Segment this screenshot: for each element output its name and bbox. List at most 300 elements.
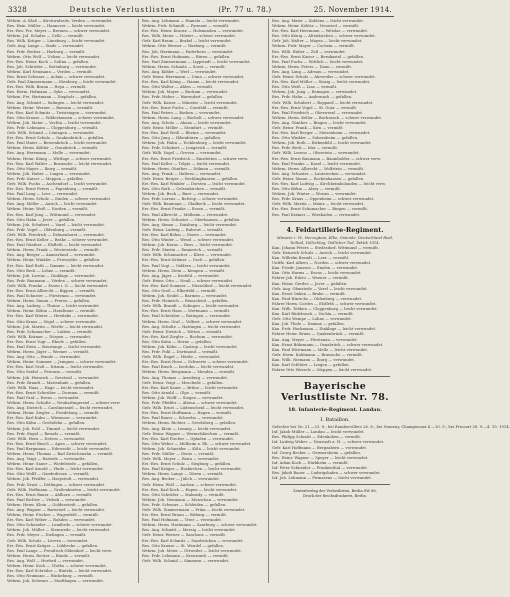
casualty-entry: Gefr. Wilh. Brandt — Solingen — leicht verwundet.	[142, 304, 240, 309]
casualty-entry: Ers.-Res. Karl Jung — Wittmund — verwundet.	[7, 212, 97, 217]
casualty-entry: Wehrm. Joh. Roth — Birkenfeld — leicht verwundet.	[272, 141, 372, 146]
casualty-entry: Wehrm. Joh. Heinrich — Greetsiel — verwundet.	[7, 375, 100, 380]
casualty-entry: Kan. Frdr. Hackmann — Dinklage — leicht verwundet.	[272, 327, 377, 332]
casualty-entry: Wehrm. Joh. Schwarz — Stadthagen — verwundet.	[7, 579, 105, 584]
casualty-entry: Ers.-Res. Karl Koch — Eupen — leicht verwundet.	[142, 487, 238, 492]
casualty-entry: Res. Frdr. Martin — Emmerich — vermißt.	[142, 248, 224, 253]
casualty-entry: Ers.-Res. Heinr. Koch — Soltau — gefallen.	[7, 59, 90, 64]
casualty-entry: Gefr. Heinr. Scholz — Ahrweiler — schwer verwundet.	[272, 75, 376, 80]
casualty-entry: Ers.-Res. Karl Schröder — Rinteln — leicht verwundet.	[7, 569, 113, 574]
casualty-entry: Inf. Jakob Müller — Landau — leicht verwundet.	[272, 430, 365, 435]
casualty-entry: Wehrm. Joh. Seidel — Barmen — verwundet.	[142, 294, 228, 299]
casualty-entry: Ers.-Res. Karl Sommer — Düsseldorf — leicht verwundet.	[142, 283, 253, 288]
casualty-entry: Res. Frdr. Lehmann — Kreuznach — vermißt.	[142, 553, 229, 558]
casualty-entry: Ers.-Res. Karl Schmitz — Saarbrücken — verwundet.	[142, 538, 244, 543]
casualty-entry: Ers.-Res. Ernst Fuchs — Coesfeld — vermißt.	[142, 105, 229, 110]
casualty-entry: Ers.-Res. Ernst Horn — Schwerte — schwer verwundet.	[142, 360, 249, 365]
casualty-entry: Res. Frdr. Lehmann — Cloppenburg — vermißt.	[7, 125, 99, 130]
casualty-entry: Res. Frdr. Becker — Harburg — vermißt.	[7, 49, 86, 54]
casualty-entry: Wehrm. Joh. Kraus — Rees — leicht verwundet.	[142, 243, 234, 248]
casualty-entry: Res. Paul Zimmermann — Lippstadt — leicht verwundet.	[142, 59, 251, 64]
casualty-entry: Gefr. Paul Zimmermann — Nienburg — leicht verwundet.	[7, 80, 117, 85]
casualty-entry: Ers.-Res. Ernst Vogt — Rhede — gefallen.	[7, 339, 87, 344]
column-right	[268, 19, 510, 583]
casualty-entry: Gefr. Aug. Lange — Stade — verwundet.	[7, 44, 85, 49]
casualty-entry: Kan. Heinr. Gerdes — Jever — gefallen.	[272, 281, 348, 286]
imprint-divider	[280, 484, 390, 485]
casualty-entry: Res. Aug. Becker — Jülich — verwundet.	[142, 477, 220, 482]
casualty-entry: Ers.-Res. Wilh. Braun — Hoya — vermißt.	[7, 85, 87, 90]
casualty-entry: Ers.-Res. Karl Möller — Sinzig — leicht verwundet.	[272, 80, 371, 85]
column-left	[7, 19, 131, 583]
casualty-entry: Res. Paul Günther — Elsfleth — leicht verwundet.	[7, 243, 103, 248]
casualty-entry: Res. Paul Vogt — Geldern — leicht verwundet.	[142, 263, 231, 268]
section-divider	[280, 376, 390, 377]
casualty-entry: Kan. Wilh. Tebben — Cloppenburg — leicht verwundet.	[272, 306, 378, 311]
casualty-entry: Wehrm. Joh. Winter — Worms — verwundet.	[272, 192, 357, 197]
casualty-entry: Ers.-Res. Karl Weber — Rahden — verwundet.	[7, 518, 96, 523]
casualty-entry: Wehrm. Joh. Kühn — Castrop — leicht verwundet.	[142, 345, 238, 349]
casualty-entry: Gefr. Joh. Walter — Mayen — leicht verwundet.	[272, 39, 363, 44]
casualty-entry: Ers.-Res. Ernst Baumann — Baumholder — schwer verw.	[272, 156, 382, 161]
casualty-entry: Gefr. Wilh. Lorenz — Oberstein — verwundet.	[272, 151, 360, 156]
casualty-entry: Wehrm. Herm. Köhler — Osnabrück — vermißt.	[7, 146, 99, 151]
casualty-entry: Res. Otto Weber — Mülheim a. Rh. — schwer verwundet.	[142, 441, 252, 446]
casualty-entry: Gefr. Heinrich Schulz — Aurich — leicht verwundet.	[272, 250, 372, 255]
casualty-entry: Res. Otto Arnold — Olpe — vermißt.	[142, 390, 212, 395]
casualty-entry: Res. Otto Winter — Wesel — schwer verwundet.	[142, 238, 235, 243]
casualty-entry: Wehrm. Herm. Schuster — Oberhausen — gefallen.	[142, 217, 241, 222]
issue-date: 25. November 1914.	[313, 6, 392, 14]
casualty-entry: Wehrm. Joh. Pfeiffer — Harpstedt — verwundet.	[7, 477, 100, 482]
casualty-entry: Gefr. Wilh. Zimmermann — Prüm — leicht verwundet.	[142, 508, 246, 512]
casualty-entry: Res. Aug. Herrmann — Melle — verwundet.	[7, 151, 91, 156]
casualty-entry: Res. Aug. Frank — Haltern — verwundet.	[142, 171, 222, 176]
casualty-entry: Kan. Karl Schlüter — Lingen — gefallen.	[272, 363, 350, 367]
casualty-entry: Res. Frdr. Vogel — Oldenburg — vermißt.	[7, 227, 87, 232]
casualty-entry: Res. Wilh. Krüger — Lüneburg — leicht verwundet.	[7, 39, 106, 44]
casualty-entry: Ers.-Res. Karl Sauer — Brilon — leicht verwundet.	[142, 385, 239, 390]
casualty-entry: Res. Frdr. Heinrich — Remscheid — gefallen.	[142, 299, 229, 304]
casualty-entry: Gefr. Wilh. Vogel — Greven — verwundet.	[142, 151, 222, 156]
casualty-entry: Ers.-Res. Ernst Bauer — Ahlhorn — vermißt.	[7, 492, 93, 497]
casualty-entry: Res. Aug. Voigt — Rastede — verwundet.	[7, 457, 86, 462]
casualty-entry: Gefr. Otto Wempe — Lohne — verwundet.	[272, 317, 352, 322]
casualty-entry: Kan. Ernst Onken — Brake — vermißt.	[272, 291, 346, 296]
casualty-entry: Res. Otto Jung — Ibbenbüren — gefallen.	[142, 136, 222, 141]
casualty-entry: Res. Ernst Schwarz — Achim — schwer verwundet.	[7, 75, 106, 80]
casualty-entry: Res. Aug. Scholz — Ahaus — leicht verwundet.	[142, 120, 232, 125]
casualty-entry: Gefr. Heinr. Dietrich — Witten — vermißt.	[142, 329, 223, 334]
casualty-entry: Wehrm. Joh. Jung — Remagen — verwundet.	[272, 90, 358, 95]
casualty-entry: Kan. Wilhelm Brandt — Leer — vermißt.	[272, 256, 350, 261]
casualty-entry: Res. Frdr. Baumann — Vörden — schwer verwundet.	[7, 278, 108, 283]
casualty-entry: Wehrm. Joh. Martin — Werlte — leicht verwundet.	[7, 324, 104, 329]
casualty-entry: Res. Aug. Thomas — Arnsberg — verwundet.	[142, 375, 229, 380]
page-number: 3328	[8, 6, 28, 14]
casualty-entry: Res. Paul Fuchs — Wittlich — leicht verwundet.	[272, 59, 364, 64]
casualty-entry: Res. Wilh. Huber — Zell — verwundet.	[272, 49, 346, 54]
casualty-entry: Wehrm. Herm. Schmitz — Soest — vermißt.	[142, 64, 226, 69]
casualty-entry: Gefr. Wilh. Krämer — Dörpen — verwundet.	[7, 334, 92, 339]
casualty-entry: Res. Frdr. Kaiser — Meppen — gefallen.	[7, 176, 84, 181]
casualty-entry: Wehrm. Heinr. Fischer — Wagenfeld — vermißt.	[7, 513, 100, 518]
casualty-entry: Wehrm. Joh. Huber — Lingen — verwundet.	[7, 171, 92, 176]
casualty-entry: Res. Paul Keller — Telgte — leicht verwundet.	[142, 161, 231, 166]
casualty-entry: Res. Frdr. Schumacher — Lathen — vermißt.	[7, 329, 93, 334]
casualty-entry: Wehrm. A. Klaß — Kirchwalsede, Verden — verwundet.	[7, 19, 113, 23]
casualty-entry: Res. Otto Beck — Lohne — vermißt.	[7, 268, 76, 273]
casualty-entry: Res. Otto Krause — St. Wendel — gefallen.	[142, 543, 225, 548]
casualty-entry: Res. Aug. Wolf — Herford — verwundet.	[7, 558, 85, 563]
casualty-entry: Ers.-Res. Ernst Keller — Brake — schwer verwundet.	[7, 238, 109, 243]
casualty-entry: Gefr. Heinr. Werner — Saarlouis — vermißt.	[142, 533, 227, 538]
casualty-entry: Res. Aug. Möller — Aurich — leicht verwundet.	[7, 202, 98, 207]
casualty-entry: Wehrm. Herm. Simon — Freren — gefallen.	[7, 299, 91, 304]
casualty-entry: Res. Hein. Müller — Hannover — leicht verwundet.	[7, 24, 106, 29]
casualty-entry: Ers.-Res. Ernst Busch — Apen — schwer verwundet.	[7, 441, 108, 446]
casualty-entry: Res. Wilh. Meier — Höxter — schwer verwundet.	[142, 34, 237, 39]
casualty-entry: Ers.-Res. Karl Roth — Damme — leicht verwundet.	[7, 263, 105, 268]
casualty-entry: Ers.-Res. Ernst Haas — Mettmann — vermißt.	[142, 309, 231, 314]
casualty-entry: Wehrm. Frdr. Mayer — Cochem — vermißt.	[272, 44, 355, 49]
casualty-entry: Ers.-Res. Ernst Franke — Essen — vermißt.	[142, 207, 226, 212]
casualty-entry: Res. Aug. Köhler — Werl — verwundet.	[142, 69, 217, 74]
casualty-entry: Inf. Joh. Lehmann — Pirmasens — leicht verwundet.	[272, 476, 373, 481]
imprint-line-2: Druck der Reichsdruckerei, Berlin.	[303, 494, 367, 499]
casualty-entry: Ers.-Res. Karl König — Hamm — leicht verwundet.	[142, 80, 240, 85]
casualty-entry: Gefr. Wilh. Horn — Detern — verwundet.	[7, 436, 86, 441]
casualty-entry: Gefr. Wilh. Schumacher — Kleve — verwundet.	[142, 253, 233, 258]
casualty-entry: Wehrm. Heinr. Ziegler — Friedeburg — vermißt.	[7, 411, 100, 416]
casualty-entry: Gefr. Wilh. Kaiser — Münster — leicht verwundet.	[142, 100, 239, 105]
imprint	[272, 489, 398, 499]
casualty-entry: Res. Otto Roth — Gelsenkirchen — vermißt.	[142, 187, 227, 192]
casualty-entry: Ers.-Res. Ernst Friedrich — Emsdetten — schwer verw.	[142, 156, 249, 161]
casualty-entry: Ers.-Res. Karl Kuhn — Wiesmoor — verwundet.	[7, 416, 98, 421]
casualty-entry: Gefr. Karl Hoffmann — Bergzabern — verwundet.	[272, 445, 368, 450]
casualty-entry: Ers.-Res. Karl Ludwig — Kirchheimbolanden — leicht verw.	[272, 182, 386, 186]
casualty-entry: Ers.-Res. Ernst Schulz — Quakenbrück — gefallen.	[7, 136, 105, 141]
casualty-entry: Res. Paul Bauer — Schwelm — verwundet.	[142, 416, 224, 421]
casualty-entry: Wehrm. Herm. Keller — Bacharach — schwer verwundet.	[272, 115, 383, 120]
casualty-entry: Ers.-Res. Ernst Albrecht — Bippen — vermißt.	[7, 288, 96, 293]
casualty-entry: Res. Otto Winkler — Sobernheim — gefallen.	[272, 136, 359, 141]
casualty-entry: Wehrm. Joh. Pohl — Timmel — leicht verwundet.	[7, 426, 101, 431]
casualty-entry: Gefr. Wilh. Schmid — Löningen — verwundet.	[7, 131, 95, 136]
casualty-entry: Wehrm. Herm. Thomas — Bad Zwischenahn — vermißt.	[7, 451, 114, 456]
casualty-entry: Res. Paul Lange — Preußisch Oldendorf — leicht verw.	[7, 548, 112, 553]
casualty-entry: Wehrm. Heinr. Koch — Vlotho — schwer verwundet.	[7, 564, 107, 569]
casualty-entry: Res. Otto Groß — Elberfeld — vermißt.	[142, 288, 217, 293]
casualty-entry: Gefr. Heinr. Voigt — Meschede — gefallen.	[142, 380, 224, 385]
casualty-entry: Wehrm. Joh. Meier — Ottweiler — leicht verwundet.	[142, 548, 243, 553]
casualty-entry: Ers.-Res. Karl Winkler — Dorsten — leicht verwundet.	[142, 182, 246, 186]
casualty-entry: Wehrm. Herm. Peters — Daun — vermißt.	[272, 64, 353, 69]
casualty-entry: Res. Frdr. Engel — Remels — vermißt.	[7, 431, 81, 436]
casualty-entry: Wehrm. Jul. Schulze — Celle — vermißt.	[7, 34, 85, 39]
casualty-entry: Res. Frdr. Schubert — Lengerich — vermißt.	[142, 146, 228, 151]
casualty-entry: Kan. Otto Harms — Esens — leicht verwundet.	[272, 271, 362, 276]
casualty-entry: Wehrm. Herm. Lang — Bocholt — schwer verwundet.	[142, 115, 245, 120]
casualty-entry: Res. Herm. Hofmann — Syke — verwundet.	[7, 90, 91, 95]
casualty-entry: Res. Frdr. Pfeiffer — Altena — schwer verwundet.	[142, 401, 238, 406]
casualty-entry: Res. Aug. Jäger — Krefeld — verwundet.	[142, 273, 220, 278]
casualty-entry: Inf. Adam Koch — Dürkheim — vermißt.	[272, 460, 349, 465]
casualty-entry: Inf. Peter Schneider — Frankenthal — verwundet.	[272, 465, 368, 470]
casualty-entry: Ers.-Res. Karl Herrmann — Wetzlar — verwundet.	[272, 29, 369, 34]
page-header	[8, 5, 392, 15]
casualty-entry: Wehrm. Herm. Stein — Kempen — vermißt.	[142, 268, 226, 273]
casualty-entry: Wehrm. Joh. Wolff — Siegen — verwundet.	[142, 395, 224, 400]
imprint-line-1: Zentralverlag der Verlustlisten, Berlin SW 68,	[293, 489, 377, 494]
casualty-entry: Wehrm. Joh. Mayer — Beckum — verwundet.	[142, 90, 229, 95]
casualty-entry: Wehrm. Joh. Meier — Vechta — leicht verwundet.	[7, 120, 102, 125]
casualty-entry: Res. Frdr. Kraus — Oppenheim — schwer verwundet.	[272, 197, 375, 202]
header-rule	[6, 16, 394, 17]
issue-number: (Pr. 77 u. 78.)	[218, 6, 272, 14]
casualty-entry: Res. Paul Hofmann — Trier — verwundet.	[142, 518, 223, 523]
casualty-entry: Ers.-Res. Ernst Hoffmann — Hagen — vermißt.	[142, 411, 233, 416]
casualty-entry: Fahrer Joh. Eilers — Weener — vermißt.	[272, 276, 350, 281]
casualty-entry: Gefr. Wilh. Haas — Hage — leicht verwundet.	[7, 385, 95, 390]
casualty-entry: Kan. Joh. Thole — Damme — gefallen.	[272, 322, 345, 327]
publication-title: Deutsche Verlustlisten	[69, 6, 176, 14]
casualty-entry: Res. Paul Schuster — Fürstenau — verwundet.	[7, 294, 97, 299]
casualty-entry: Wehrm. Joh. Lorenz — Dinklage — verwundet.	[7, 273, 96, 278]
casualty-entry: Res. Aug. Maier — Koblenz — leicht verwundet.	[272, 19, 365, 23]
casualty-entry: Kan. Karl Rüdebusch — Vechta — vermißt.	[272, 312, 354, 317]
casualty-entry: Wehrm. Heinr. Sauer — Wiefelstede — gefallen.	[7, 462, 99, 467]
casualty-entry: Gefr. Wilh. Friedrich — Delmenhorst — verwundet.	[7, 232, 106, 237]
casualty-entry: Fahrer Herm. Cordes — Elsfleth — schwer verwundet.	[272, 301, 377, 306]
casualty-entry: Gefr. Heinr. Herrmann — Unna — schwer verwundet.	[142, 75, 245, 80]
casualty-entry: Ers.-Res. Karl Böhm — Moers — verwundet.	[142, 232, 227, 237]
casualty-entry: Wehrm. Frdr. Schmidt — Pyrmont — vermißt.	[142, 24, 230, 29]
casualty-entry: Res. Joh. Schröder — Rotenburg — verwundet.	[7, 64, 98, 69]
casualty-entry: Gefr. Heinr. Möller — Steinfurt — vermißt.	[142, 125, 224, 130]
casualty-entry: Wehrm. Herm. Günther — Dülmen — vermißt.	[142, 166, 231, 171]
casualty-entry: Res. Otto Weiß — Linz — vermißt.	[272, 85, 338, 90]
casualty-entry: Wehrm. Heinr. Köhler — Neuwied — vermißt.	[272, 24, 360, 29]
casualty-entry: Res. Joh. Hartmann — Paderborn — verwundet.	[142, 49, 234, 54]
casualty-entry: Gefr. Aug. Ohmstede — Varel — leicht verwundet.	[272, 286, 368, 291]
casualty-entry: Kan. Friedr. Janssen — Emden — verwundet.	[272, 266, 359, 271]
casualty-entry: Res. Frdr. Pohl — Dortmund — vermißt.	[142, 350, 219, 355]
casualty-entry: Res. Otto Kuhn — Herne — gefallen.	[142, 339, 213, 344]
casualty-entry: Ers.-Res. Ernst Peters — Papenburg — vermißt.	[7, 187, 99, 192]
casualty-entry: Res. Paul Graf — Esens — verwundet.	[7, 395, 80, 400]
casualty-entry: Ers.-Res. Ernst Krämer — Goch — gefallen.	[142, 258, 226, 263]
casualty-entry: Res. Paul Bergmann — Edewecht — leicht verwundet.	[7, 446, 111, 451]
casualty-entry: Inf. Ludwig Weber — Neustadt a. H. — schwer verwundet.	[272, 440, 385, 445]
casualty-entry: Kan. Wilh. Niemann — Iburg — verwundet.	[272, 357, 355, 362]
casualty-entry: Res. Otto Kühn — Großefehn — gefallen.	[7, 421, 86, 426]
casualty-entry: Res. Aug. Schulte — Hattingen — leicht verwundet.	[142, 324, 242, 329]
casualty-entry: Gefr. Heinr. Berger — Recklinghausen — gefallen.	[142, 176, 239, 181]
casualty-entry: Gefr. Wilh. Martin — Mainz — leicht verwundet.	[272, 202, 365, 207]
casualty-entry: Ers.-Res. Karl Arnold — Hude — leicht verwundet.	[7, 467, 104, 472]
casualty-entry: Ers.-Res. Ernst Vogel — St. Goar — vermißt.	[272, 105, 358, 110]
casualty-entry: Ers.-Res. Karl Walter — Bramsche — leicht verwundet.	[7, 161, 113, 166]
casualty-entry: Wehrm. Herm. Bergmann — Menden — vermißt.	[142, 370, 236, 375]
casualty-entry: Ers.-Res. Ernst Schreiber — Dornum — vermißt.	[7, 390, 101, 395]
casualty-entry: Gefr. Wilh. Schulz — Levern — verwundet.	[7, 538, 89, 543]
casualty-entry: Ers.-Res. Ernst Braun — Bitburg — vermißt.	[142, 513, 227, 518]
bavarian-list	[272, 425, 510, 481]
casualty-entry: Kan. Paul Hinrichs — Oldenburg — verwundet.	[272, 296, 363, 301]
casualty-entry: Wehrm. Joh. Hahn — Tecklenburg — leicht verwundet.	[142, 141, 247, 146]
casualty-entry: Res. Paul Richter — Visbek — verwundet.	[7, 497, 87, 502]
casualty-entry: Wehrm. Herm. Scholz — Emden — schwer verwundet.	[7, 197, 112, 202]
casualty-entry: Wehrm. Herm. Graf — Velbert — schwer verwundet.	[142, 319, 243, 324]
casualty-entry: Res. Heinr. Wagner — Speyer — leicht verwundet.	[272, 455, 369, 460]
casualty-entry: Wehrm. Herm. Becker — Bünde — vermißt.	[7, 553, 91, 558]
casualty-entry: Ers.-Res. Heinr. Krause — Holzminden — verwundet.	[142, 29, 244, 34]
casualty-entry: Wehrm. Frz. Hartmann — Diepholz — gefallen.	[7, 95, 98, 100]
casualty-entry: Res. Frdr. Müller — Deutz — vermißt.	[142, 451, 215, 456]
casualty-entry: Res. Aug. Klein — Lennep — leicht verwundet.	[142, 426, 232, 431]
casualty-entry: Gefr. Wilh. Schubert — Boppard — leicht verwundet.	[272, 100, 374, 105]
casualty-entry: Wehrm. Heinr. König — Wittlage — schwer verwundet.	[7, 156, 113, 161]
casualty-entry: Res. Aug. Schmitt — Merzig — leicht verwundet.	[142, 528, 236, 533]
casualty-entry: Res. Paul Krämer — Wiesbaden — verwundet.	[272, 212, 361, 217]
casualty-entry: Wehrm. Herm. Klein — Goldenstedt — gefallen.	[7, 502, 99, 507]
casualty-entry: Wehrm. Heinr. Sommer — Jemgum — schwer verwundet.	[7, 360, 117, 365]
casualty-entry: Res. Frdr. Beck — Idar — vermißt.	[272, 146, 339, 151]
casualty-entry: Res. Otto König — Altenkirchen — schwer verwundet.	[272, 34, 376, 39]
casualty-entry: Gefr. Heinr. Otto — Neuß — schwer verwundet.	[142, 278, 234, 283]
casualty-entry: Res. Aug. Lang — Adenau — verwundet.	[272, 69, 350, 74]
casualty-entry: Ers.-Res. Ernst Hofmann — Büren — gefallen.	[142, 54, 231, 59]
casualty-entry: Res. Aug. Wagner — Barnstorf — leicht verwundet.	[7, 508, 106, 512]
casualty-entry: Res. Frdr. Hahn — Andernach — gefallen.	[272, 95, 353, 100]
casualty-entry: Wehrm. Herm. Jäger — Weener — vermißt.	[7, 350, 90, 355]
casualty-entry: Res. Otto Mayer — Iburg — vermißt.	[7, 166, 78, 171]
casualty-entry: Res. Otto Böhm — Alzey — vermißt.	[272, 187, 341, 192]
casualty-entry: Ers.-Res. Karl Groß — Ditzum — leicht verwundet.	[7, 365, 105, 370]
casualty-entry: Ers.-Res. Ernst Kaiser — Bernkastel — gefallen.	[272, 54, 365, 59]
casualty-entry: Res. Otto Walter — Ahlen — vermißt.	[142, 85, 214, 90]
casualty-entry: Wehrm. Joh. Schneider — Köln — leicht verwundet.	[142, 446, 241, 451]
casualty-entry: Wehrm. Heinr. Böhm — Haselünne — vermißt.	[7, 309, 97, 314]
casualty-entry: Gefechte bei Vic 21.—23. 8.; bei Rambervillers 26. 8.; bei Nomeny, Champenoux 4.—10. 9.; bei Fricourt 28. 9.—4. 10. 1914.	[272, 425, 510, 430]
casualty-entry: Gefr. Heinr. Wagner — Wermelskirchen — vermißt.	[142, 431, 240, 436]
casualty-entry: Res. Paul Peters — Borken — verwundet.	[142, 110, 221, 115]
casualty-entry: Wehrm. Herm. Schulte — Neuharlingersiel — schwer verw.	[7, 401, 121, 406]
artillery-list	[272, 246, 398, 373]
casualty-entry: Res. Paul Busch — Iserlohn — leicht verwundet.	[142, 365, 235, 370]
casualty-entry: Res. Frdr. Huber — Warendorf — gefallen.	[142, 95, 224, 100]
casualty-entry: Ers.-Res. Karl Schmitz — Twistringen — verwundet.	[7, 110, 108, 115]
casualty-entry: Wehrm. Joh. Müller — Stemwede — leicht verwundet.	[7, 528, 111, 533]
casualty-entry: Res. Aug. Lehmann — Hameln — leicht verwundet.	[142, 19, 241, 23]
casualty-entry: Wehrm. Heinr. Winkler — Friesoythe — gefallen.	[7, 258, 101, 263]
casualty-entry: Kan. Paul Wöstmann — Melle — leicht verwundet.	[272, 347, 369, 352]
casualty-entry: Res. Paul Franke — Kusel — leicht verwundet.	[272, 161, 362, 166]
casualty-entry: Gefr. Heinr. Frank — Kirn — vermißt.	[272, 125, 344, 130]
casualty-entry: Wehrm. Joh. Schubert — Varel — leicht verwundet.	[7, 222, 106, 227]
casualty-entry: Gefr. Wilh. Baumann — Gladbeck — leicht verwundet.	[142, 202, 246, 207]
casualty-entry: Res. Aug. Ludwig — Thuine — leicht verwundet.	[7, 304, 100, 309]
casualty-entry: Wehrm. Otto Werner — Warburg — vermißt.	[142, 44, 227, 49]
casualty-entry: Ers.-Res. Ernst Krüger — Lübbecke — gefallen.	[7, 543, 99, 548]
casualty-entry: Ers.-Res. Karl Ziegler — Bochum — verwundet.	[142, 334, 234, 339]
casualty-entry: Res. Frdr. Ernst — Dötlingen — schwer verwundet.	[7, 482, 106, 487]
section-divider	[280, 221, 390, 222]
casualty-entry: Res. Paul Albrecht — Mülheim — verwundet.	[142, 212, 229, 217]
casualty-entry: Res. Otto Hahn — Jever — gefallen.	[7, 217, 76, 222]
casualty-entry: Ers.-Res. Ernst Schumacher — Bingen — vermißt.	[272, 207, 369, 212]
column-middle	[138, 19, 266, 583]
casualty-entry: Ers.-Res. Karl Weiß — Rheine — verwundet.	[142, 131, 227, 136]
casualty-entry: Gefr. Wilh. Ernst — Lüdenscheid — leicht verwundet.	[142, 406, 245, 411]
casualty-entry: Wehrm. Heinr. Weiß — Norden — vermißt.	[7, 207, 89, 212]
casualty-entry: Res. Paul Lang — Leer — verwundet.	[7, 192, 79, 197]
section-title-bavarian: Bayerische Verlustliste Nr. 78.	[280, 381, 390, 404]
casualty-entry: Gefr. Wilh. Hoffmann — Großenkneten — leicht verwundet.	[7, 487, 121, 492]
casualty-entry: Res. Aug. Schmitt — Sulingen — leicht verwundet.	[7, 100, 105, 105]
casualty-entry: Ers.-Res. Karl Berger — Meisenheim — verwundet.	[272, 131, 371, 136]
casualty-entry: Wehrm. Herm. Frank — Westerstede — vermißt.	[7, 248, 100, 253]
casualty-entry: Ers.-Res. Karl Fischer — Opladen — verwundet.	[142, 436, 235, 441]
casualty-entry: Gefr. Heinr. Simon — Rockenhausen — gefallen.	[272, 176, 365, 181]
casualty-entry: Gefr. Wilh. Fuchs — Aschendorf — leicht verwundet.	[7, 182, 108, 186]
casualty-entry: Wehrm. Herm. Lange — Düren — vermißt.	[142, 472, 224, 477]
casualty-entry: Res. Otto Kraus — Sögel — schwer verwundet.	[7, 319, 97, 324]
casualty-entry: Gefr. Herm. Kuhlmann — Bramsche — vermißt.	[272, 352, 363, 357]
casualty-entry: Res. Otto Neumann — Bückeburg — vermißt.	[7, 574, 95, 579]
casualty-entry: Res. Aug. Simon — Duisburg — leicht verwundet.	[142, 222, 238, 227]
casualty-entry: Res. Aug. Dietrich — Carolinensiel — leicht verwundet.	[7, 406, 114, 411]
casualty-entry: Res. Frdr. Meyer — Dielingen — vermißt.	[7, 533, 87, 538]
section-title-artillery: 4. Feldartillerie-Regiment.	[286, 225, 384, 234]
casualty-entry: Ers.-Res. Karl Winter — Herzlake — verwundet.	[7, 314, 100, 319]
casualty-entry: Res. Aug. Günther — Bingen — leicht verwundet.	[272, 120, 367, 125]
casualty-entry: Res. Aug. Schuster — Lauterecken — verwundet.	[272, 171, 367, 176]
casualty-entry: Wehrm. Herm. Hartmann — Saarburg — schwer verwundet.	[142, 523, 258, 528]
casualty-entry: Res. Frdr. Brandt — Marienhafe — gefallen.	[7, 380, 92, 385]
casualty-entry: Res. Paul Krüger — Euskirchen — leicht verwundet.	[142, 467, 243, 472]
casualty-entry: Fahrer Heinr. Bruns — Quakenbrück — vermißt.	[272, 332, 365, 337]
casualty-entry: Ers.-Res. Frz. Meyer — Bremen — schwer verwundet.	[7, 29, 111, 34]
casualty-entry: Res. Paul Friedrich — Oberwesel — verwundet.	[272, 110, 364, 115]
section-battalion: I. Bataillon.	[320, 417, 350, 424]
casualty-entry: Kan. Ernst Bührmann — Osnabrück — schwer verwundet.	[272, 342, 384, 347]
casualty-entry: Gefr. Heinr. Ludwig — Ruhrort — vermißt.	[142, 227, 224, 232]
section-intro-artillery: Münster i. W., Herzogtum, Elbe, Ostende, Deutschland Ried, Teiltod, Vollschlag, Tödlicher Tod, Taktik 1914.	[276, 235, 394, 245]
casualty-entry: Untffz. Karl Albers — Norden — schwer verwundet.	[272, 261, 372, 266]
casualty-entry: Res. Paul Maier — Bersenbrück — leicht verwundet.	[7, 141, 108, 146]
casualty-entry: Inf. Georg Becker — Germersheim — gefallen.	[272, 450, 362, 455]
casualty-entry: Res. Otto Wolff — Ganderkesee — vermißt.	[7, 472, 90, 477]
casualty-entry: Res. Aug. Otto — Bunde — verwundet.	[7, 355, 82, 360]
casualty-entry: Wehrm. Herm. Albrecht — Wolfstein — vermißt.	[272, 166, 365, 171]
casualty-entry: Wehrm. Joh. Beck — Buer — verwundet.	[142, 192, 220, 197]
casualty-entry: Kan. Aug. Meyer — Fürstenau — verwundet.	[272, 337, 358, 342]
casualty-entry: Gefr. Wilh. Franke — Essen i. O. — leicht verwundet.	[7, 283, 109, 288]
casualty-entry: Wehrm. Otto Wolf — Uelzen — leicht verwundet.	[7, 54, 101, 59]
casualty-entry: Gefr. Karl Braun — Brakel — leicht verwundet.	[142, 39, 233, 44]
casualty-entry: Gefr. Heinr. Wolf — Aachen — schwer verwundet.	[142, 482, 238, 487]
casualty-entry: Wehrm. Joh. Neumann — Monschau — verwundet.	[142, 497, 239, 502]
casualty-entry: Res. Frdr. Schwarz — Schleiden — gefallen.	[142, 502, 227, 507]
casualty-entry: Fahrer Otto Wessels — Meppen — leicht verwundet.	[272, 368, 373, 373]
casualty-entry: Res. Otto Seidel — Pewsum — vermißt.	[7, 370, 83, 375]
casualty-entry: Gefr. Wilh. Engel — Hörde — verwundet.	[142, 355, 221, 360]
casualty-entry: Res. Paul Stein — Bourtange — leicht verwundet.	[7, 345, 103, 349]
casualty-entry: Res. Paul Schreiber — Ratingen — verwundet.	[142, 314, 232, 319]
